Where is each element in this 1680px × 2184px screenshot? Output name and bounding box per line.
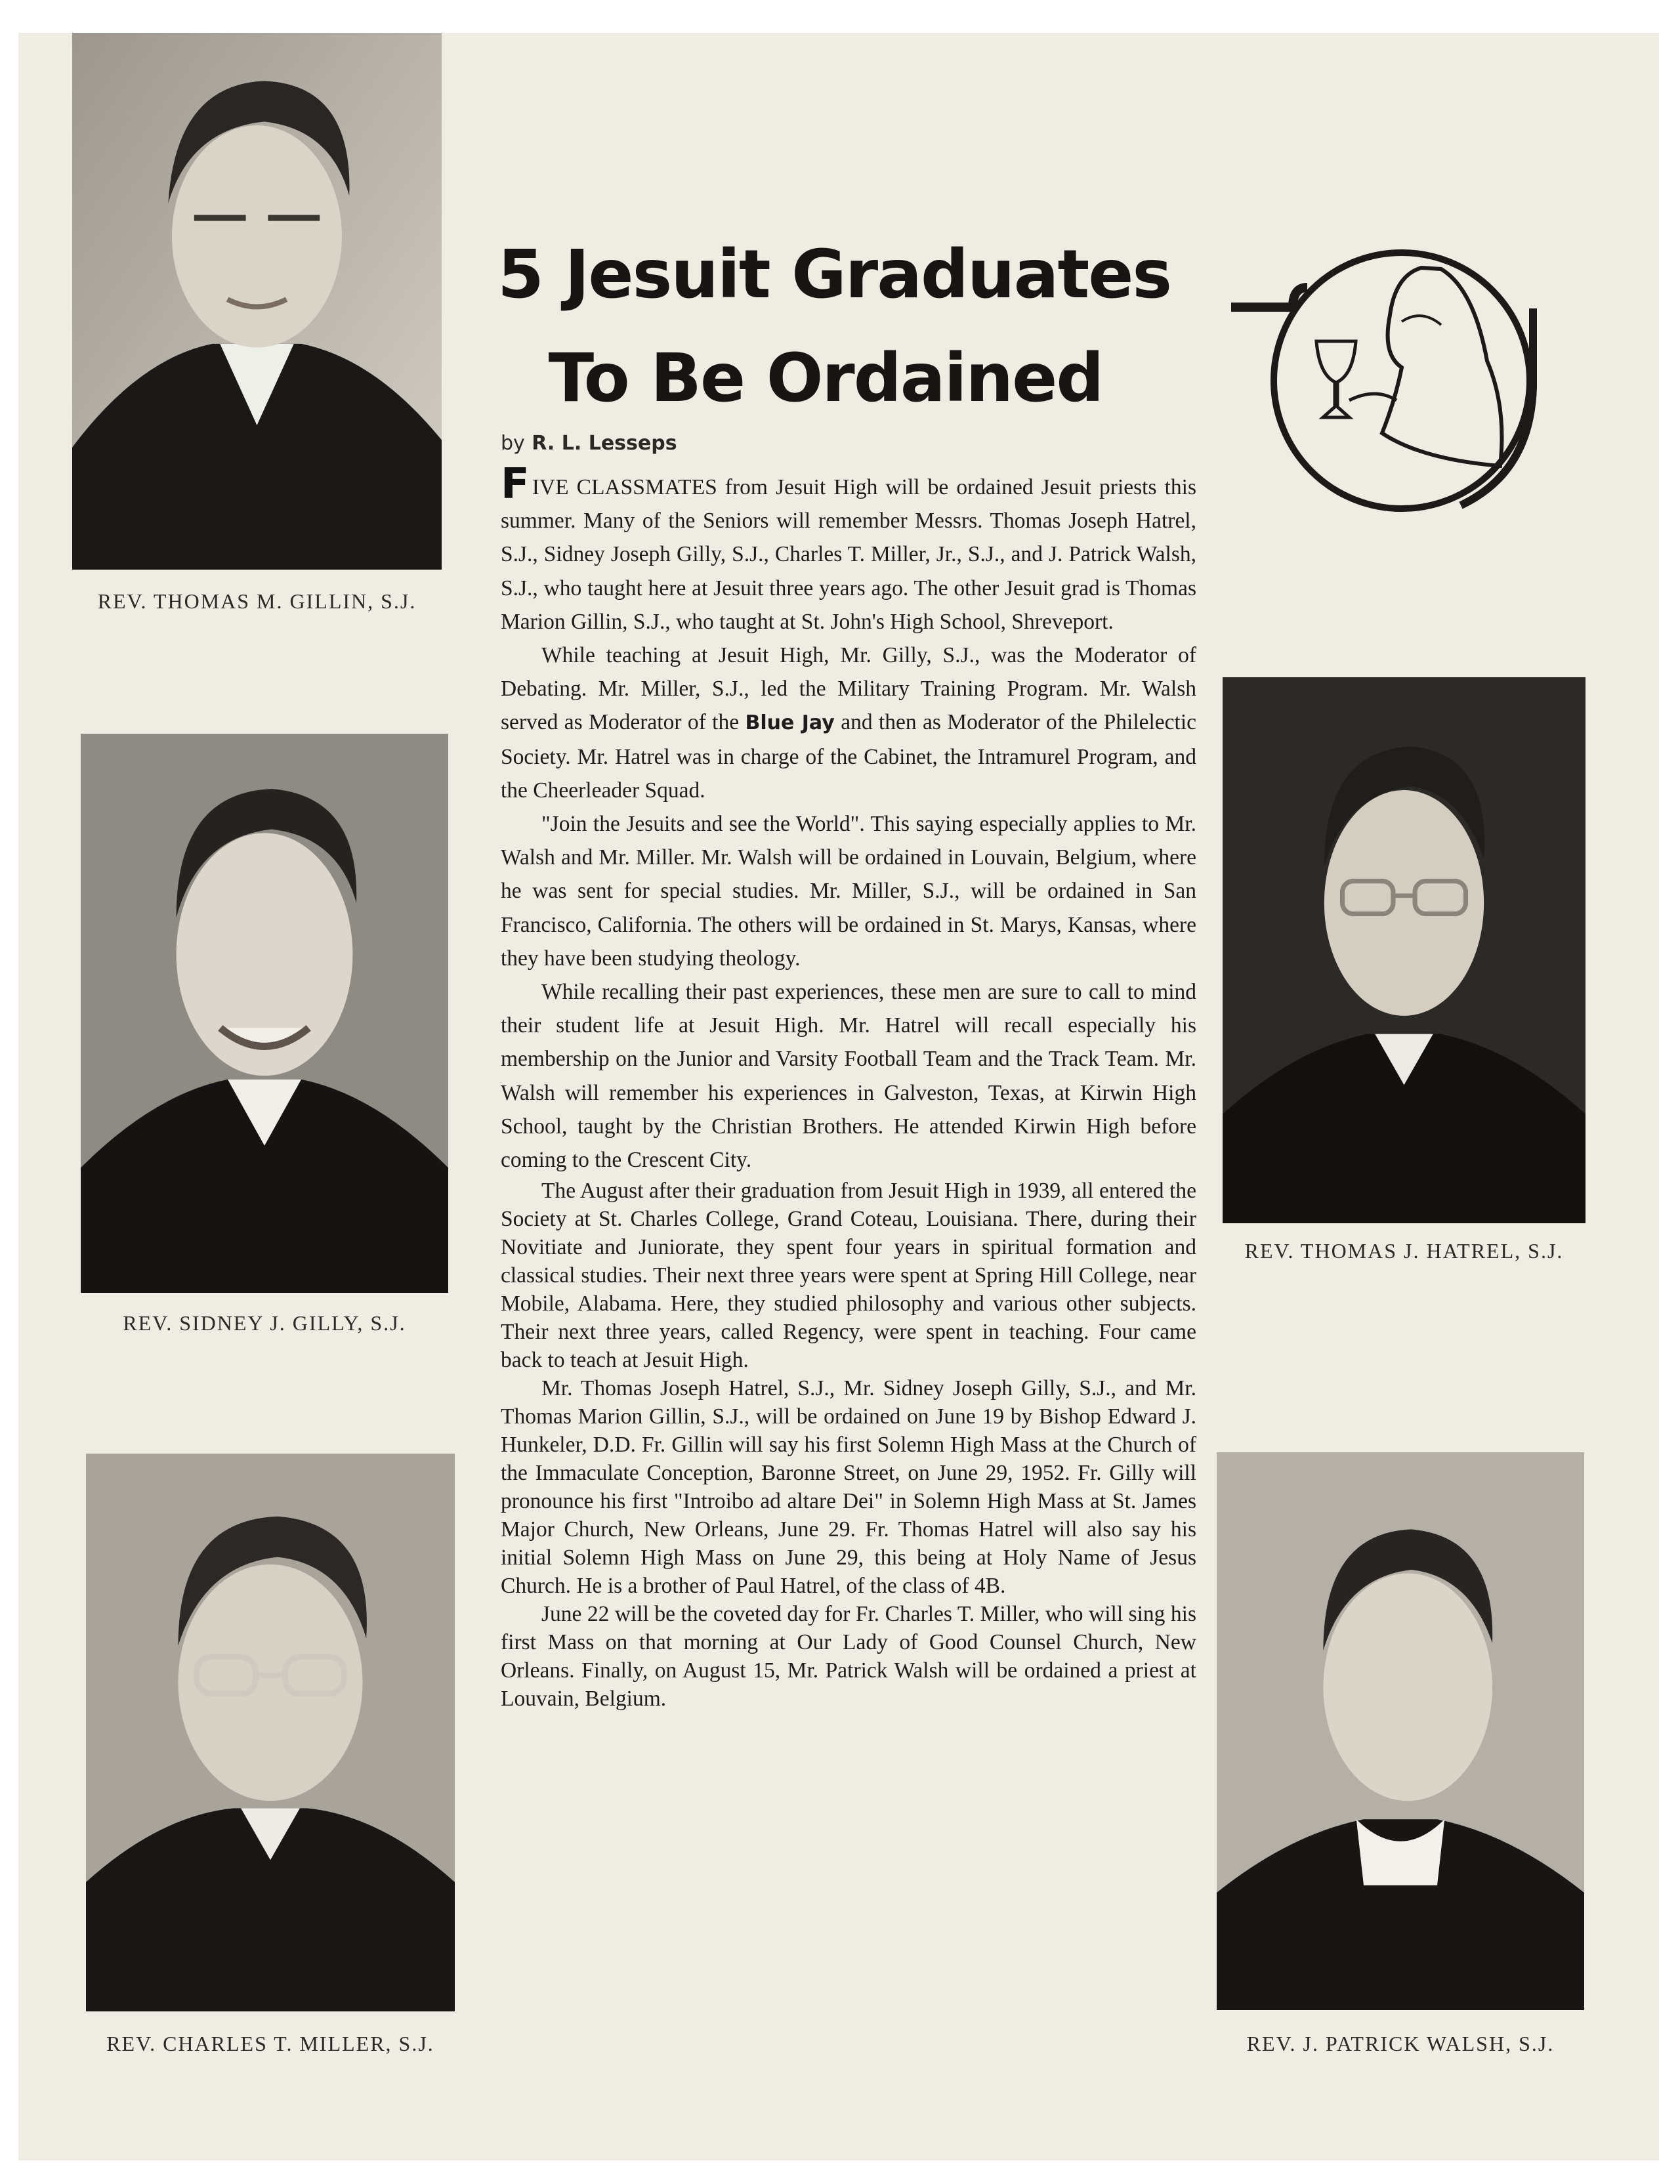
caption-walsh: REV. J. PATRICK WALSH, S.J. [1246,2032,1555,2055]
caption-miller: REV. CHARLES T. MILLER, S.J. [106,2032,434,2055]
article-paragraph: Mr. Thomas Joseph Hatrel, S.J., Mr. Sidney Joseph Gilly, S.J., and Mr. Thomas Marion Gillin, S.J., will be ordained on June 19 by Bishop Edward J. Hunkeler, D.D. Fr. Gillin will say his first Solemn High Mass at the Church of the Immaculate Conception, Baronne Street, on June 29, 1952. Fr. Gilly will pronounce his first "Introibo ad altare Dei" in Solemn High Mass at St. James Major Church, New Orleans, June 29. Fr. Thomas Hatrel will also say his initial Solemn High Mass on June 29, this being at Holy Name of Jesus Church. He is a brother of Paul Hatrel, of the class of 4B. [501,1376,1196,1599]
article-paragraph: While recalling their past experiences, these men are sure to call to mind their student life at Jesuit High. Mr. Hatrel will recall especially his membership on the Junior and Varsity Football Team and the Track Team. Mr. Walsh will remember his experiences in Galveston, Texas, at Kirwin High School, taught by the Christian Brothers. He attended Kirwin High before coming to the Crescent City. [501,980,1196,1173]
byline-prefix: by [501,432,525,455]
portrait-gilly [81,734,448,1293]
article-paragraph [501,460,1196,639]
paragraph-text: IVE CLASSMATES from Jesuit High will be ordained Jesuit priests this summer. Many of the Seniors will remember Messrs. Thomas Joseph Hatrel, S.J., Sidney Joseph Gilly, S.J., Charles T. Miller, Jr., S.J., and J. Patrick Walsh, S.J., who taught here at Jesuit three years ago. The other Jesuit grad is Thomas Marion Gillin, S.J., who taught at St. John's High School, Shreveport. [501,475,1196,634]
chalice-emblem-illustration [1225,210,1606,545]
caption-gillin: REV. THOMAS M. GILLIN, S.J. [97,589,417,613]
paragraph-text: and then as Moderator of the Philelectic Society. Mr. Hatrel was in charge of the Cabinet, the Intramurel Program, and the Cheerleader Squad. [501,710,1197,803]
headline-line-1: 5 Jesuit Graduates [497,236,1171,314]
article-headline [497,223,1171,430]
magazine-page [18,33,1659,2160]
portrait-hatrel [1223,677,1586,1223]
article-paragraph: "Join the Jesuits and see the World". This saying especially applies to Mr. Walsh and Mr. Miller. Mr. Walsh will be ordained in Louvain, Belgium, where he was sent for special studies. Mr. Miller, S.J., will be ordained in San Francisco, California. The others will be ordained in St. Marys, Kansas, where they have been studying theology. [501,812,1196,971]
caption-gilly: REV. SIDNEY J. GILLY, S.J. [123,1311,406,1335]
article-paragraph: June 22 will be the coveted day for Fr. Charles T. Miller, who will sing his first Mass on that morning at Our Lady of Good Counsel Church, New Orleans. Finally, on August 15, Mr. Patrick Walsh will be ordained a priest at Louvain, Belgium. [501,1602,1196,1712]
portrait-walsh [1217,1452,1584,2010]
publication-name-emphasis: Blue Jay [745,711,835,735]
caption-hatrel: REV. THOMAS J. HATREL, S.J. [1244,1239,1564,1263]
headline-line-2: To Be Ordained [548,339,1103,417]
article-body [501,460,1197,1713]
article-paragraph: The August after their graduation from Jesuit High in 1939, all entered the Society at St. Charles College, Grand Coteau, Louisiana. There, during their Novitiate and Juniorate, they spent four years in spiritual formation and classical studies. Their next three years were spent at Spring Hill College, near Mobile, Alabama. Here, they studied philosophy and various other subjects. Their next three years, called Regency, were spent in teaching. Four came back to teach at Jesuit High. [501,1179,1196,1373]
article-paragraph [501,639,1196,807]
portrait-miller [86,1454,455,2011]
drop-cap: F [501,460,530,509]
byline [501,432,677,455]
paragraph-text: While teaching at Jesuit High, Mr. Gilly, S.J., was the Moderator of Debating. Mr. Miller, S.J., led the Military Training Program. Mr. Walsh served as Moderator of the [501,643,1196,735]
byline-author: R. L. Lesseps [532,432,677,455]
portrait-gillin [72,33,442,570]
